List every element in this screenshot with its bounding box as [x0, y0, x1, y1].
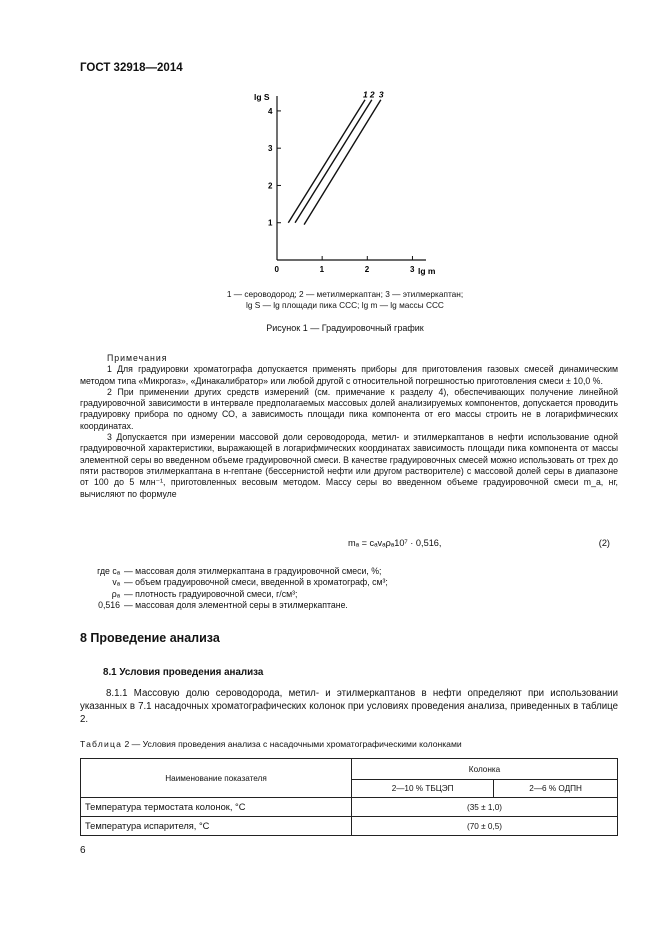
y-axis-label: lg S [254, 92, 270, 102]
where-symbol: 0,516 [98, 599, 120, 610]
table-caption [80, 739, 618, 749]
table-caption-label: Таблица [80, 739, 123, 749]
legend-line-2: lg S — lg площади пика ССС; lg m — lg массы ССС [246, 300, 444, 310]
x-tick-label: 1 [319, 265, 325, 274]
series-label-1: 1 [363, 89, 368, 100]
where-symbol: vₐ [112, 577, 120, 588]
note-2: 2 При применении других средств измерений (см. примечание к разделу 4), обеспечивающих получение линейной градуировочной зависимости в интервале предполагаемых массовых долей анализируемых компонентов, допускается проводить градуировку прибора по одному СО, а зависимость площади пика компонента от его массы строить не в логарифмических координатах. [80, 386, 618, 431]
where-row [80, 600, 618, 611]
series-label-2: 2 [369, 89, 375, 100]
series-line-1 [288, 100, 365, 223]
table-row [81, 817, 618, 836]
note-3: 3 Допускается при измерении массовой доли сероводорода, метил- и этилмеркаптанов в нефти использование одной градуировочной характеристики, выражающей в логарифмических координатах зависимость площади пика компонента от массы элементной серы во введенном объеме градуировочной смеси. В качестве градуировочных смесей можно использовать от трех до пяти растворов этилмеркаптана в н-гептане (бессернистой нефти или другом растворителе) с массовой долей серы в диапазоне от 100 до 5 млн⁻¹, приготовленных весовым методом. Массу серы во введенном объеме градуировочной смеси m_a, нг, вычисляют по формуле [80, 432, 618, 499]
table-header-group: Колонка [352, 759, 618, 780]
where-text: — массовая доля элементной серы в этилмеркаптане. [124, 599, 348, 610]
table-cell-value: (70 ± 0,5) [352, 817, 618, 836]
legend-line-1: 1 — сероводород; 2 — метилмеркаптан; 3 — этилмеркаптан; [226, 289, 464, 299]
where-text: — объем градуировочной смеси, введенной в хроматограф, см³; [124, 577, 388, 588]
y-tick-label: 3 [268, 144, 273, 154]
formula-number: (2) [598, 538, 610, 548]
table-cell-value: (35 ± 1,0) [352, 798, 618, 817]
where-row [80, 577, 618, 588]
table-header-col1: 2—10 % ТБЦЭП [352, 780, 494, 798]
paragraph-text: 8.1.1 Массовую долю сероводорода, метил- и этилмеркаптанов в нефти определяют при использовании указанных в 7.1 насадочных хроматографических колонок при условиях проведения анализа, приведенных в таблице 2. [80, 688, 618, 725]
where-symbol: где cₐ [97, 566, 120, 576]
figure-caption: Рисунок 1 — Градуировочный график [266, 323, 424, 333]
series-label-3: 3 [378, 89, 384, 100]
table-header-name: Наименование показателя [81, 759, 352, 798]
where-text: — плотность градуировочной смеси, г/см³; [124, 588, 298, 599]
y-tick-label: 2 [268, 181, 273, 191]
where-block [80, 566, 618, 611]
x-ticks [275, 256, 415, 274]
table-cell-name: Температура термостата колонок, °С [81, 798, 352, 817]
x-tick-label: 0 [274, 265, 279, 274]
document-header: ГОСТ 32918—2014 [80, 62, 183, 74]
calibration-graph [250, 88, 450, 278]
conditions-table [80, 758, 618, 836]
x-tick-label: 2 [364, 265, 370, 274]
series-line-2 [295, 100, 372, 223]
where-symbol: ρₐ [111, 588, 120, 599]
table-caption-text: 2 — Условия проведения анализа с насадочными хроматографическими колонками [124, 739, 462, 749]
where-row [80, 589, 618, 600]
figure-legend [110, 289, 580, 311]
formula: mₐ = cₐvₐρₐ10⁷ · 0,516, [348, 538, 442, 548]
page-number: 6 [80, 845, 86, 856]
series-line-3 [304, 100, 381, 225]
subsection-title: 8.1 Условия проведения анализа [103, 667, 264, 678]
y-ticks [268, 107, 281, 228]
table-cell-name: Температура испарителя, °С [81, 817, 352, 836]
series-lines [288, 100, 381, 225]
table-header-col2: 2—6 % ОДПН [494, 780, 618, 798]
y-tick-label: 4 [268, 106, 273, 116]
x-axis-label: lg m [418, 266, 436, 276]
paragraph-8-1-1 [80, 687, 618, 726]
notes-title: Примечания [107, 353, 168, 363]
series-labels [363, 90, 384, 100]
section-title: 8 Проведение анализа [80, 631, 220, 645]
y-tick-label: 1 [268, 218, 273, 228]
formula-line [80, 538, 618, 552]
where-row [80, 566, 618, 577]
notes-block [80, 353, 618, 500]
where-text: — массовая доля этилмеркаптана в градуировочной смеси, %; [124, 566, 382, 576]
table-row [81, 798, 618, 817]
note-1: 1 Для градуировки хроматографа допускается применять приборы для приготовления газовых смесей динамическим методом типа «Микрогаз», «Динакалибратор» или любой другой с относительной погрешностью приготовления смеси ± 10,0 %. [80, 364, 618, 386]
x-tick-label: 3 [409, 265, 415, 274]
